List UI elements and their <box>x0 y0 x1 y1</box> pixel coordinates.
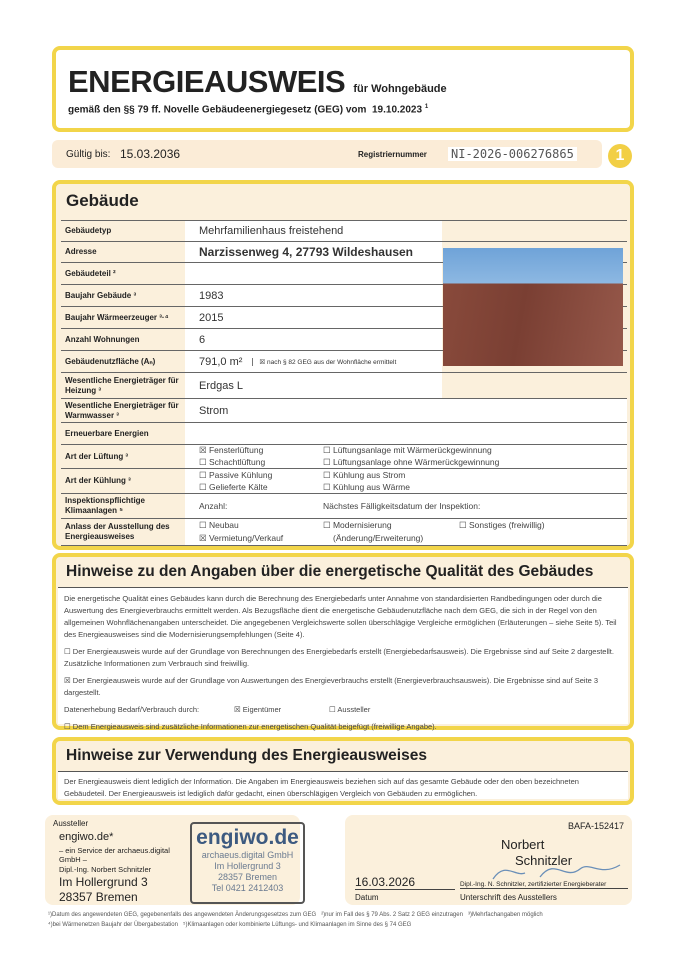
issuer-street: Im Hollergrund 3 <box>59 875 148 889</box>
reason-row <box>61 518 627 546</box>
stamp-street: Im Hollergrund 3 <box>214 861 281 871</box>
page-title <box>68 64 447 100</box>
signer-last-name: Schnitzler <box>515 853 573 868</box>
footnote: ²)nur im Fall des § 79 Abs. 2 Satz 2 GEG einzutragen <box>321 912 463 918</box>
subtitle-text: gemäß den §§ 79 ff. Novelle Gebäudeenergiegesetz (GEG) vom <box>68 104 367 116</box>
row-value: Erdgas L <box>185 373 442 398</box>
area-value: 791,0 m² <box>199 355 243 368</box>
checkbox-lueftung-ohne-wrg[interactable]: ☐ Lüftungsanlage ohne Wärmerückgewinnung <box>323 456 500 467</box>
reg-label: Registriernummer <box>358 150 427 159</box>
row-label: Anzahl Wohnungen <box>65 334 140 344</box>
footnote: ³)Mehrfachangaben möglich <box>467 912 543 918</box>
checkbox-kuehlung-strom[interactable]: ☐ Kühlung aus Strom <box>323 469 406 480</box>
row-value: Narzissenweg 4, 27793 Wildeshausen <box>185 242 442 262</box>
notes-intro: Die energetische Qualität eines Gebäudes kann durch die Berechnung des Energiebedarfs unter Annahme von standardisierten Randbedingungen oder durch die Auswertung des Energieverbrauchs ermittelt werden. Als Bezugsfläche dient die energetische Gebäudenutzfläche nach dem GEG, die sich in der Regel von den allgemeinen Wohnflächenangaben unterscheidet. Die angegebenen Vergleichswerte sollen überschlägige Vergleiche ermöglichen (Erläuterungen – siehe Seite 5). Teil des Energieausweises sind die Modernisierungsempfehlungen (Seite 4). <box>64 594 617 639</box>
count-label: Anzahl: <box>199 500 228 511</box>
reg-number: NI-2026-006276865 <box>448 147 577 161</box>
row-label: Erneuerbare Energien <box>65 428 149 438</box>
issuer-city: 28357 Bremen <box>59 890 138 904</box>
footnote: ¹)Datum des angewendeten GEG, gegebenenfalls des angewendeten Änderungsgesetzes zum GEG <box>48 912 317 918</box>
table-row <box>61 220 627 241</box>
row-value <box>185 423 627 444</box>
table-row <box>61 422 627 444</box>
stamp-phone: Tel 0421 2412403 <box>211 883 284 893</box>
checkbox-aussteller[interactable]: ☐ Aussteller <box>329 705 371 714</box>
usage-body <box>58 771 628 799</box>
issuer-stamp <box>190 822 305 904</box>
row-label: Gebäudenutzfläche (Aₙ) <box>65 356 156 366</box>
issuer-name: engiwo.de* <box>59 831 114 843</box>
due-label: Nächstes Fälligkeitsdatum der Inspektion: <box>323 500 481 511</box>
row-label: Wesentliche Energieträger für Warmwasser ³ <box>65 400 179 420</box>
row-label: Gebäudeteil ² <box>65 268 116 278</box>
checkbox-modernisierung[interactable]: ☐ Modernisierung <box>323 520 392 530</box>
row-label: Inspektionspflichtige Klimaanlagen ⁵ <box>65 496 146 515</box>
table-row <box>61 372 627 398</box>
row-label: Art der Lüftung ³ <box>65 451 129 461</box>
checkbox-kuehlung-waerme[interactable]: ☐ Kühlung aus Wärme <box>323 481 410 492</box>
date-label: Datum <box>355 893 379 902</box>
signer-first-name: Norbert <box>501 837 545 852</box>
page-number-badge: 1 <box>608 144 632 168</box>
row-label: Adresse <box>65 247 97 256</box>
checkbox-vermietung-verkauf[interactable]: ☒ Vermietung/Verkauf <box>199 533 284 543</box>
data-collection-label: Datenerhebung Bedarf/Verbrauch durch: <box>64 705 200 714</box>
section-title: Gebäude <box>66 191 139 210</box>
row-label: Gebäudetyp <box>65 226 112 235</box>
row-value: Mehrfamilienhaus freistehend <box>185 221 442 241</box>
checkbox-fensterlueftung[interactable]: ☒ Fensterlüftung <box>199 445 264 456</box>
valid-date: 15.03.2036 <box>120 147 181 161</box>
inspection-row <box>61 493 627 518</box>
row-label: Baujahr Wärmeerzeuger ³·⁴ <box>65 312 169 322</box>
signature-box <box>345 815 632 905</box>
cooling-row <box>61 468 627 493</box>
row-value: 2015 <box>185 307 442 328</box>
subtitle <box>68 104 428 115</box>
checkbox-bedarfsausweis[interactable]: ☐ Der Energieausweis wurde auf der Grundlage von Berechnungen des Energiebedarfs erstellt (Energiebedarfsausweis). Die Ergebnisse sind auf Seite 2 dargestellt. Zusätzliche Informationen zum Verbrauch sind freiwillig. <box>64 647 614 668</box>
checkbox-zusatzinfo[interactable]: ☐ Dem Energieausweis sind zusätzliche Informationen zur energetischen Qualität beigefügt (freiwillige Angabe). <box>64 722 437 731</box>
issuer-service: – ein Service der archaeus.digital GmbH – <box>59 846 170 864</box>
inspection-values <box>185 494 627 518</box>
row-value: 6 <box>185 329 442 350</box>
ventilation-row <box>61 444 627 468</box>
cooling-options <box>185 469 627 493</box>
checkbox-schachtlueftung[interactable]: ☐ Schachtlüftung <box>199 456 266 467</box>
geg-date: 19.10.2023 <box>372 104 423 116</box>
modernisierung-detail: (Änderung/Erweiterung) <box>333 533 424 543</box>
stamp-brand: engiwo.de <box>196 826 299 849</box>
table-row <box>61 398 627 422</box>
signature-label: Unterschrift des Ausstellers <box>460 893 557 902</box>
stamp-city: 28357 Bremen <box>217 872 278 882</box>
footnotes <box>48 910 638 930</box>
checkbox-gelieferte-kaelte[interactable]: ☐ Gelieferte Kälte <box>199 481 268 492</box>
stamp-company: archaeus.digital GmbH <box>201 850 294 860</box>
reason-options <box>185 519 627 545</box>
header <box>52 46 634 132</box>
row-value: Strom <box>185 399 627 422</box>
title-suffix: für Wohngebäude <box>353 83 447 95</box>
issuer-person: Dipl.-Ing. Norbert Schnitzler <box>59 865 152 874</box>
signature-scribble <box>485 853 625 883</box>
section-title: Hinweise zu den Angaben über die energetische Qualität des Gebäudes <box>66 563 594 580</box>
checkbox-verbrauchsausweis[interactable]: ☒ Der Energieausweis wurde auf der Grundlage von Auswertungen des Energieverbrauchs erstellt (Energieverbrauchsausweis). Die Ergebnisse sind auf Seite 3 dargestellt. <box>64 676 599 697</box>
issuer-label: Aussteller <box>53 819 89 828</box>
signature-date: 16.03.2026 <box>355 875 455 890</box>
row-label: Wesentliche Energieträger für Heizung ³ <box>65 375 179 395</box>
footnote-mark: 1 <box>424 104 429 110</box>
building-photo <box>443 248 623 366</box>
area-note: ☒ nach § 82 GEG aus der Wohnfläche ermittelt <box>252 358 396 366</box>
title-text: ENERGIEAUSWEIS <box>68 64 346 99</box>
row-value: 1983 <box>185 285 442 306</box>
section-title: Hinweise zur Verwendung des Energieausweises <box>66 747 427 764</box>
checkbox-sonstiges[interactable]: ☐ Sonstiges (freiwillig) <box>459 520 545 530</box>
checkbox-passive-kuehlung[interactable]: ☐ Passive Kühlung <box>199 469 273 480</box>
bafa-number: BAFA-152417 <box>567 821 624 831</box>
validity-bar <box>52 140 602 168</box>
valid-label: Gültig bis: <box>66 149 111 160</box>
usage-text: Der Energieausweis dient lediglich der Information. Die Angaben im Energieausweis beziehen sich auf das gesamte Gebäude oder den oben bezeichneten Gebäudeteil. Der Energieausweis ist lediglich dafür gedacht, einen überschlägigen Vergleich von Gebäuden zu ermöglichen. <box>64 777 579 798</box>
footnote: ⁵)Klimaanlagen oder kombinierte Lüftungs- und Klimaanlagen im Sinne des § 74 GEG <box>183 922 412 928</box>
checkbox-neubau[interactable]: ☐ Neubau <box>199 520 239 530</box>
row-value <box>185 351 442 372</box>
notes-body <box>58 587 628 731</box>
ventilation-options <box>185 445 627 468</box>
footnote: ⁴)bei Wärmenetzen Baujahr der Übergabestation <box>48 922 178 928</box>
row-label: Baujahr Gebäude ³ <box>65 290 137 300</box>
quality-notes-section <box>52 553 634 730</box>
usage-notes-section <box>52 737 634 805</box>
row-label: Anlass der Ausstellung des Energieausweises <box>65 522 170 541</box>
signer-title: Dipl.-Ing. N. Schnitzler, zertifizierter Energieberater <box>460 881 628 889</box>
checkbox-lueftung-mit-wrg[interactable]: ☐ Lüftungsanlage mit Wärmerückgewinnung <box>323 445 492 456</box>
row-value <box>185 263 442 284</box>
row-label: Art der Kühlung ³ <box>65 476 131 485</box>
checkbox-eigentuemer[interactable]: ☒ Eigentümer <box>234 705 282 714</box>
